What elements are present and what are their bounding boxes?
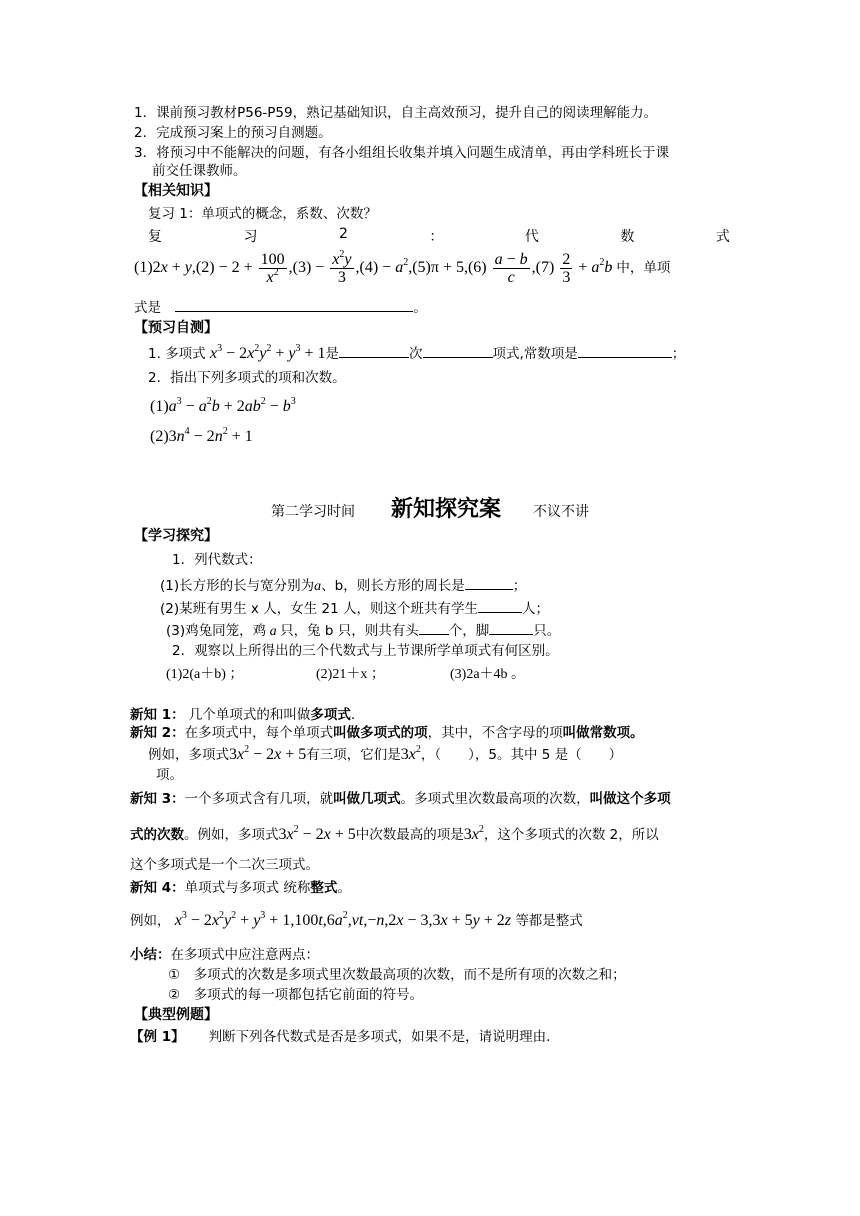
explore-p1-1: (1)长方形的长与宽分别为a、b，则长方形的周长是 ； <box>160 575 526 596</box>
section-title-left: 第二学习时间 <box>270 504 355 520</box>
review-2-answer-line: 式是 。 <box>134 297 427 317</box>
section-title-main: 新知探究案 <box>390 497 501 522</box>
related-heading: 【相关知识】 <box>134 183 218 199</box>
selftest-q2: 2．指出下列多项式的项和次数。 <box>148 370 346 386</box>
explore-p1: 1．列代数式： <box>172 552 262 568</box>
review-2-expressions: (1)2x + y,(2) − 2 + $\frac{100}{x^2}$ ,(3) − $\frac{x^2y}{3}$ $,(4) - a^2,(5)\pi + 5,(6)$ $\frac{a - b}{c}$ ,(7) $\frac{2}{3}$ + $a^2b$ 中，单项 <box>134 248 671 286</box>
summary: 小结：在多项式中应注意两点： <box>130 947 319 963</box>
term-count-blank[interactable] <box>423 343 493 358</box>
section-title <box>0 492 860 523</box>
newknow-2-example-end: 项。 <box>156 767 183 783</box>
selftest-heading: 【预习自测】 <box>134 320 218 336</box>
perimeter-blank[interactable] <box>465 575 513 590</box>
integral-expressions: $x^3 - 2x^2y^2 + y^3 + 1,100t,6a^2,vt,-n,2x - 3,3x + 5y + 2z$ <box>174 910 512 929</box>
explore-p2: 2．观察以上所得出的三个代数式与上节课所学单项式有何区别。 <box>172 643 559 659</box>
fraction-2-over-3: $\frac{2}{3}$ <box>562 250 571 286</box>
intro-item-3: 3．将预习中不能解决的问题，有各小组组长收集并填入问题生成清单，再由学科班长于课 <box>134 145 670 161</box>
intro-item-3-cont: 前交任课教师。 <box>152 163 247 179</box>
degree-blank[interactable] <box>339 343 409 358</box>
students-blank[interactable] <box>478 598 522 613</box>
newknow-2-example: 例如，多项式$3x^2 - 2x + 5$有三项，它们是$3x^2$，（ ），5。其中 5 是（ ） <box>148 744 623 763</box>
intro-item-1: 1．课前预习教材P56-P59，熟记基础知识，自主高效预习，提升自己的阅读理解能力。 <box>134 105 658 121</box>
section-title-right: 不议不讲 <box>533 504 589 520</box>
fraction-100-over-x2: $\frac{100}{x^2}$ <box>260 250 285 286</box>
explore-p2-b: (2)21＋x ； <box>316 667 385 682</box>
selftest-q1: 1. 多项式 $x^3 - 2x^2y^2 + y^3 + 1$是 次 项式,常数项是 ； <box>148 343 686 362</box>
explore-heading: 【学习探究】 <box>134 528 218 544</box>
fraction-x2y-over-3: $\frac{x^2y}{3}$ <box>332 248 352 286</box>
explore-p1-2: (2)某班有男生 x 人，女生 21 人，则这个班共有学生 人； <box>160 598 549 618</box>
newknow-2: 新知 2：在多项式中，每个单项式叫做多项式的项，其中，不含字母的项叫做常数项。 <box>130 725 644 741</box>
examples-heading: 【典型例题】 <box>134 1007 218 1023</box>
intro-item-2: 2．完成预习案上的预习自测题。 <box>134 125 332 141</box>
explore-p1-3: (3)鸡兔同笼，鸡 a 只，兔 b 只，则共有头 个，脚 只。 <box>166 620 560 641</box>
summary-item-2: ② 多项式的每一项都包括它前面的符号。 <box>168 987 424 1003</box>
review-2-label: 复 习 2 ： 代 数 式 <box>148 226 730 245</box>
selftest-expression-1: $(1)a^3 - a^2b + 2ab^2 - b^3$ <box>150 396 296 415</box>
feet-blank[interactable] <box>489 620 533 635</box>
newknow-4-example: 例如， $x^3 - 2x^2y^2 + y^3 + 1,100t,6a^2,vt,-n,2x - 3,3x + 5y + 2z$ 等都是整式 <box>130 910 583 929</box>
answer-blank[interactable] <box>175 297 413 312</box>
explore-p2-c: (3)2a＋4b 。 <box>450 667 526 682</box>
fraction-a-minus-b-over-c: $\frac{a - b}{c}$ <box>494 250 528 286</box>
explore-p2-a: (1)2(a＋b) ； <box>166 667 244 682</box>
newknow-4: 新知 4：单项式与多项式 统称整式。 <box>130 880 351 896</box>
example-1: 【例 1】 判断下列各代数式是否是多项式，如果不是，请说明理由. <box>130 1029 551 1045</box>
newknow-3: 新知 3：一个多项式含有几项，就叫做几项式。多项式里次数最高项的次数，叫做这个多项 <box>130 791 671 807</box>
polynomial-expression: $x^3 - 2x^2y^2 + y^3 + 1$ <box>209 343 326 362</box>
newknow-3-end: 这个多项式是一个二次三项式。 <box>130 857 319 873</box>
review-2-tail: 中，单项 <box>616 260 671 276</box>
review-1: 复习 1：单项式的概念，系数、次数？ <box>148 206 377 222</box>
newknow-1: 新知 1： 几个单项式的和叫做多项式. <box>130 707 356 723</box>
summary-item-1: ① 多项式的次数是多项式里次数最高项的次数，而不是所有项的次数之和； <box>168 967 626 983</box>
selftest-expression-2: $(2)3n^4 - 2n^2 + 1$ <box>150 426 253 445</box>
newknow-3-cont: 式的次数。例如，多项式$3x^2 - 2x + 5$中次数最高的项是$3x^2$，这个多项式的次数 2，所以 <box>130 824 659 843</box>
constant-term-blank[interactable] <box>578 343 672 358</box>
heads-blank[interactable] <box>419 620 449 635</box>
